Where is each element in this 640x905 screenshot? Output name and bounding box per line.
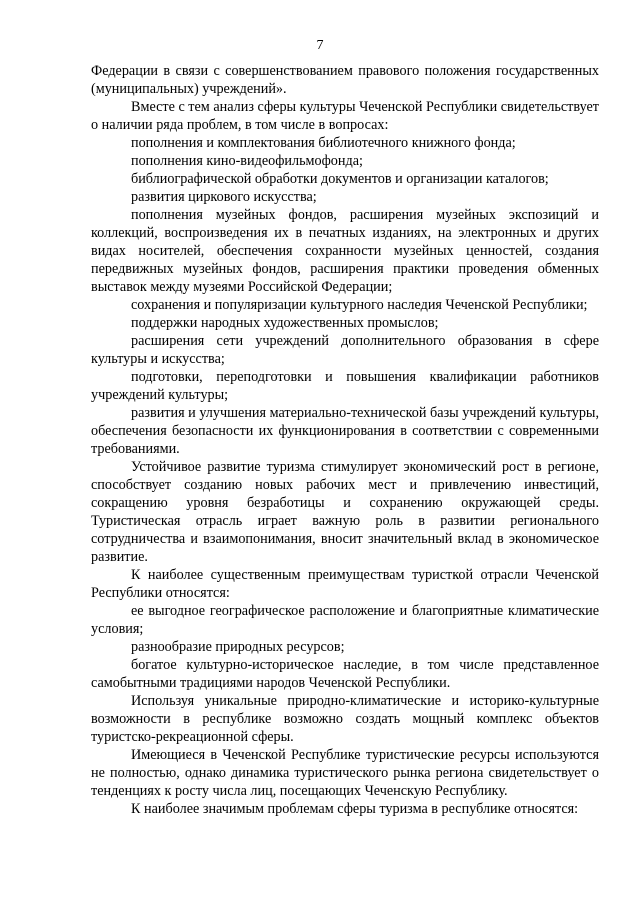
- paragraph: Федерации в связи с совершенствованием правового положения государственных (муниципальных) учреждений».: [91, 63, 599, 97]
- list-item: поддержки народных художественных промыслов;: [131, 315, 439, 331]
- list-item: развития и улучшения материально-технической базы учреждений культуры, обеспечения безопасности их функционирования в соответствии с современными требованиями.: [91, 405, 599, 457]
- list-item: сохранения и популяризации культурного наследия Чеченской Республики;: [131, 297, 588, 313]
- list-item: ее выгодное географическое расположение и благоприятные климатические условия;: [91, 603, 599, 637]
- list-item: богатое культурно-историческое наследие, в том числе представленное самобытными традициями народов Чеченской Республики.: [91, 657, 599, 691]
- list-item: пополнения и комплектования библиотечного книжного фонда;: [131, 135, 516, 151]
- document-body: [91, 62, 599, 818]
- page-number: 7: [316, 38, 324, 53]
- list-item: разнообразие природных ресурсов;: [131, 639, 345, 655]
- list-item: библиографической обработки документов и организации каталогов;: [131, 171, 549, 187]
- paragraph: Вместе с тем анализ сферы культуры Чеченской Республики свидетельствует о наличии ряда проблем, в том числе в вопросах:: [91, 99, 599, 133]
- paragraph: Имеющиеся в Чеченской Республике туристические ресурсы используются не полностью, однако динамика туристического рынка региона свидетельствует о тенденциях к росту числа лиц, посещающих Чеченскую Республику.: [91, 747, 599, 799]
- paragraph: К наиболее значимым проблемам сферы туризма в республике относятся:: [131, 801, 579, 817]
- list-item: пополнения музейных фондов, расширения музейных экспозиций и коллекций, воспроизведения их в печатных изданиях, на электронных и других видах носителей, обеспечения сохранности музейных ценностей, создания передвижных музейных фондов, расширения практики проведения обменных выставок между музеями Российской Федерации;: [91, 207, 599, 295]
- list-item: пополнения кино-видеофильмофонда;: [131, 153, 363, 169]
- list-item: развития циркового искусства;: [131, 189, 317, 205]
- list-item: расширения сети учреждений дополнительного образования в сфере культуры и искусства;: [91, 333, 599, 367]
- list-item: подготовки, переподготовки и повышения квалификации работников учреждений культуры;: [91, 369, 599, 403]
- paragraph: К наиболее существенным преимуществам туристкой отрасли Чеченской Республики относятся:: [91, 567, 599, 601]
- paragraph: Используя уникальные природно-климатические и историко-культурные возможности в республике возможно создать мощный комплекс объектов туристско-рекреационной сферы.: [91, 693, 599, 745]
- paragraph: Устойчивое развитие туризма стимулирует экономический рост в регионе, способствует созданию новых рабочих мест и привлечению инвестиций, сокращению уровня безработицы и сохранению окружающей среды. Туристическая отрасль играет важную роль в развитии регионального сотрудничества и взаимопонимания, вносит значительный вклад в экономическое развитие.: [91, 459, 599, 565]
